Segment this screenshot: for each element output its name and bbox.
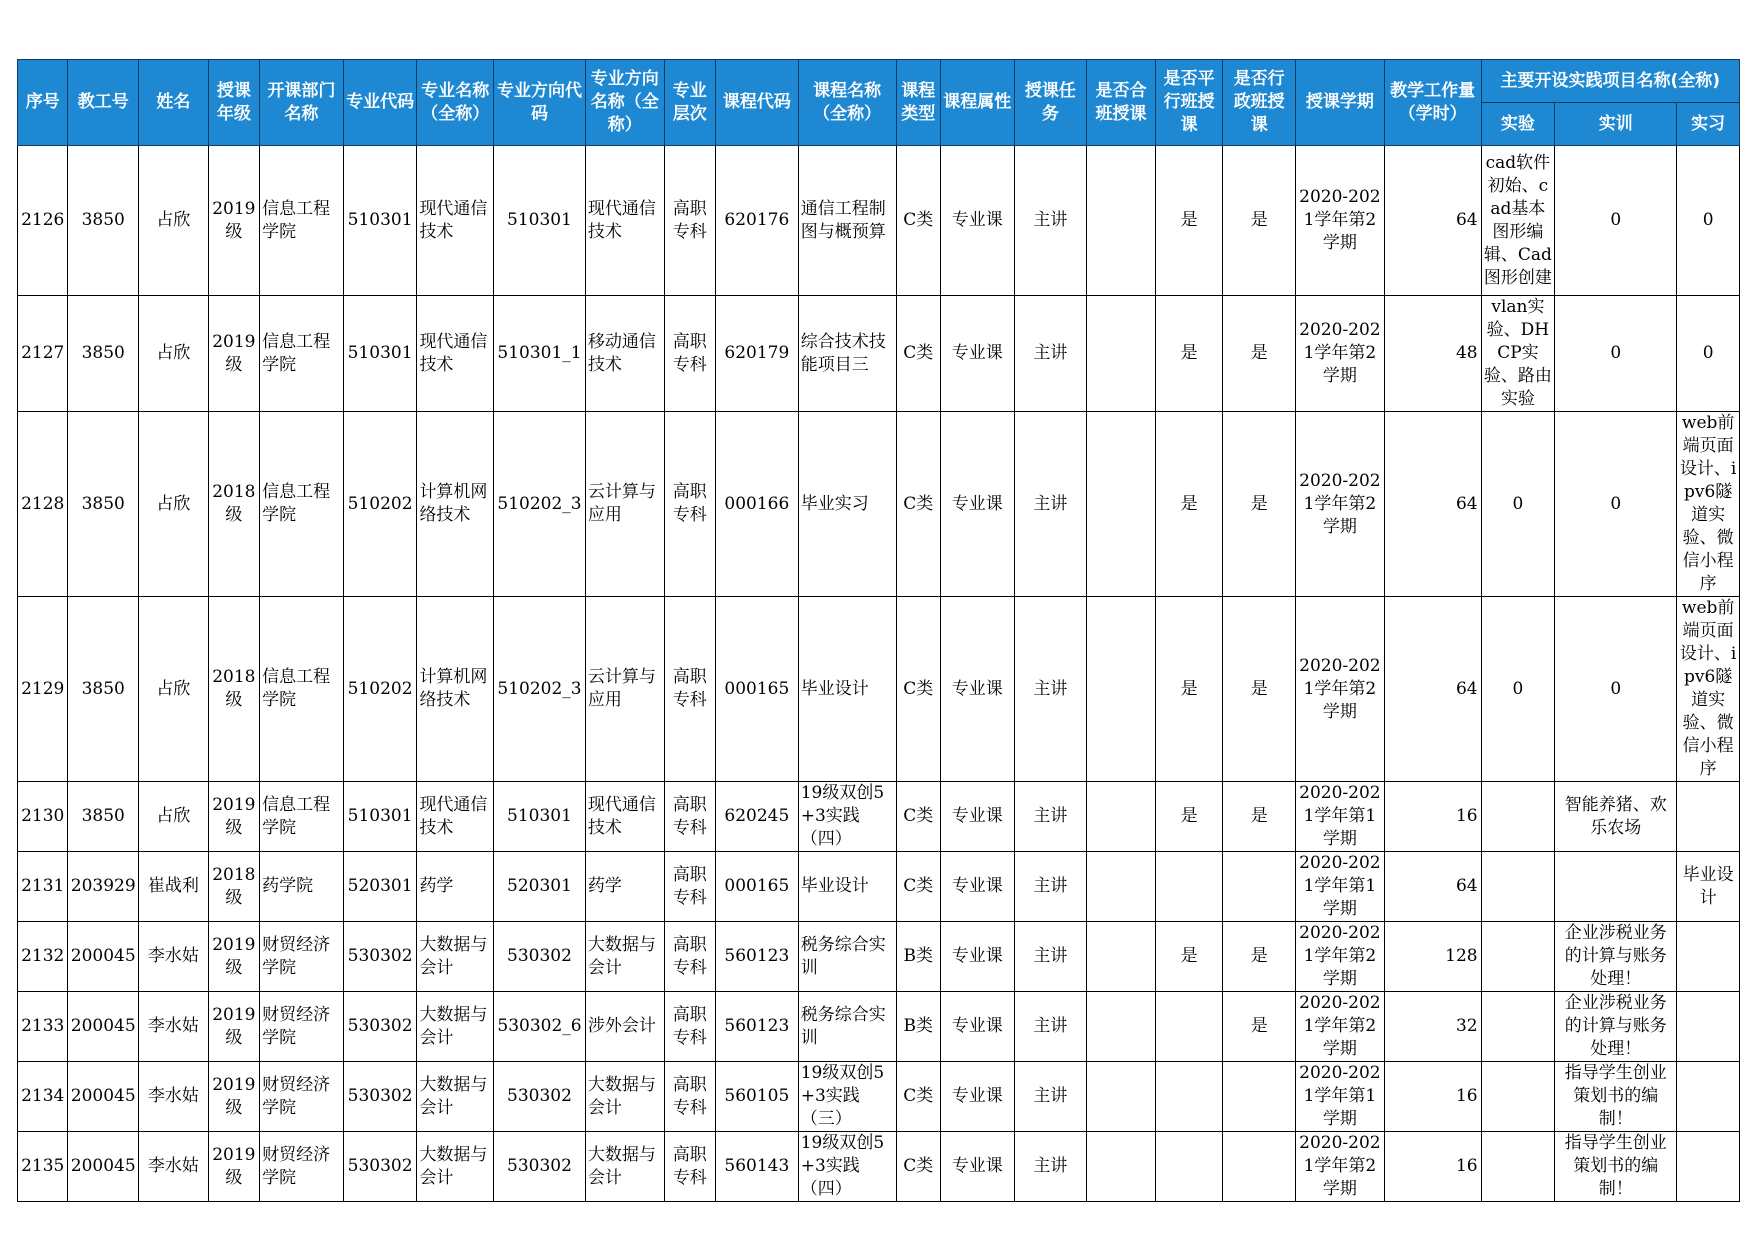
cell-task: 主讲: [1014, 1062, 1087, 1132]
cell-train: 智能养猪、欢乐农场: [1555, 782, 1677, 852]
cell-admin: 是: [1223, 296, 1296, 412]
cell-id: 203929: [68, 852, 139, 922]
cell-course: 通信工程制图与概预算: [798, 146, 896, 296]
cell-attr: 专业课: [940, 296, 1014, 412]
cell-term: 2020-2021学年第1学期: [1296, 782, 1385, 852]
cell-merged: [1087, 782, 1156, 852]
cell-level: 高职专科: [664, 1062, 715, 1132]
cell-hours: 32: [1384, 992, 1481, 1062]
col-header: 课程类型: [896, 60, 940, 146]
cell-id: 3850: [68, 597, 139, 782]
col-header: 开课部门名称: [260, 60, 344, 146]
cell-course: 税务综合实训: [798, 922, 896, 992]
cell-intern: 毕业设计: [1677, 852, 1740, 922]
cell-dir-code: 520301: [494, 852, 586, 922]
cell-major: 计算机网络技术: [417, 412, 494, 597]
cell-parallel: 是: [1155, 922, 1223, 992]
cell-train: 指导学生创业策划书的编制！: [1555, 1062, 1677, 1132]
cell-seq: 2128: [18, 412, 68, 597]
cell-attr: 专业课: [940, 146, 1014, 296]
cell-type: C类: [896, 1132, 940, 1202]
cell-seq: 2129: [18, 597, 68, 782]
cell-dept: 信息工程学院: [260, 296, 344, 412]
table-row: [18, 852, 1740, 922]
cell-merged: [1087, 296, 1156, 412]
col-header: 课程代码: [716, 60, 799, 146]
cell-dir: 现代通信技术: [585, 782, 664, 852]
table-row: [18, 412, 1740, 597]
cell-attr: 专业课: [940, 1132, 1014, 1202]
cell-major-code: 510202: [343, 412, 417, 597]
cell-major: 大数据与会计: [417, 1132, 494, 1202]
cell-admin: 是: [1223, 412, 1296, 597]
cell-attr: 专业课: [940, 1062, 1014, 1132]
cell-dept: 药学院: [260, 852, 344, 922]
cell-course: 综合技术技能项目三: [798, 296, 896, 412]
cell-dir: 移动通信技术: [585, 296, 664, 412]
cell-course: 19级双创5+3实践（四）: [798, 1132, 896, 1202]
cell-course-code: 560105: [716, 1062, 799, 1132]
cell-seq: 2135: [18, 1132, 68, 1202]
cell-major: 大数据与会计: [417, 992, 494, 1062]
practice-group-header: 主要开设实践项目名称(全称): [1481, 60, 1739, 103]
cell-name: 占欣: [139, 412, 209, 597]
cell-major: 药学: [417, 852, 494, 922]
cell-dir: 涉外会计: [585, 992, 664, 1062]
cell-parallel: 是: [1155, 146, 1223, 296]
col-header: 授课任务: [1014, 60, 1087, 146]
cell-hours: 16: [1384, 782, 1481, 852]
table-row: [18, 1132, 1740, 1202]
table-row: [18, 146, 1740, 296]
cell-exp: cad软件初始、cad基本图形编辑、Cad图形创建: [1481, 146, 1555, 296]
cell-course-code: 560143: [716, 1132, 799, 1202]
cell-id: 200045: [68, 992, 139, 1062]
cell-grade: 2019级: [208, 782, 259, 852]
cell-course-code: 000166: [716, 412, 799, 597]
cell-task: 主讲: [1014, 412, 1087, 597]
table-row: [18, 782, 1740, 852]
cell-id: 3850: [68, 782, 139, 852]
cell-id: 200045: [68, 922, 139, 992]
col-header: 课程名称（全称）: [798, 60, 896, 146]
col-header: 是否合班授课: [1087, 60, 1156, 146]
cell-type: B类: [896, 922, 940, 992]
cell-dept: 信息工程学院: [260, 412, 344, 597]
cell-course-code: 560123: [716, 992, 799, 1062]
cell-exp: [1481, 852, 1555, 922]
col-header: 姓名: [139, 60, 209, 146]
cell-intern: [1677, 922, 1740, 992]
cell-name: 占欣: [139, 782, 209, 852]
cell-level: 高职专科: [664, 412, 715, 597]
cell-major: 现代通信技术: [417, 296, 494, 412]
cell-course: 19级双创5+3实践（四）: [798, 782, 896, 852]
cell-task: 主讲: [1014, 992, 1087, 1062]
cell-type: C类: [896, 1062, 940, 1132]
cell-seq: 2127: [18, 296, 68, 412]
cell-term: 2020-2021学年第2学期: [1296, 296, 1385, 412]
cell-dir: 云计算与应用: [585, 597, 664, 782]
cell-major: 现代通信技术: [417, 146, 494, 296]
cell-major-code: 530302: [343, 1132, 417, 1202]
cell-dir-code: 510202_3: [494, 412, 586, 597]
cell-grade: 2019级: [208, 146, 259, 296]
cell-dir-code: 530302: [494, 922, 586, 992]
cell-intern: 0: [1677, 296, 1740, 412]
col-header: 专业代码: [343, 60, 417, 146]
cell-train: [1555, 852, 1677, 922]
cell-type: C类: [896, 146, 940, 296]
cell-attr: 专业课: [940, 922, 1014, 992]
cell-term: 2020-2021学年第2学期: [1296, 597, 1385, 782]
cell-hours: 64: [1384, 852, 1481, 922]
cell-name: 占欣: [139, 146, 209, 296]
col-header: 专业方向代码: [494, 60, 586, 146]
cell-course-code: 620176: [716, 146, 799, 296]
cell-name: 李水姑: [139, 922, 209, 992]
cell-merged: [1087, 412, 1156, 597]
cell-major-code: 510301: [343, 146, 417, 296]
cell-admin: 是: [1223, 597, 1296, 782]
cell-train: 0: [1555, 146, 1677, 296]
cell-merged: [1087, 852, 1156, 922]
cell-parallel: [1155, 852, 1223, 922]
col-header: 教工号: [68, 60, 139, 146]
cell-train: 企业涉税业务的计算与账务处理！: [1555, 992, 1677, 1062]
cell-merged: [1087, 922, 1156, 992]
cell-hours: 64: [1384, 597, 1481, 782]
cell-id: 3850: [68, 296, 139, 412]
cell-term: 2020-2021学年第2学期: [1296, 922, 1385, 992]
table-row: [18, 296, 1740, 412]
cell-dept: 财贸经济学院: [260, 1062, 344, 1132]
cell-major-code: 530302: [343, 992, 417, 1062]
table-header: [18, 60, 1740, 146]
cell-admin: 是: [1223, 922, 1296, 992]
cell-dir: 大数据与会计: [585, 1062, 664, 1132]
cell-type: C类: [896, 852, 940, 922]
cell-seq: 2133: [18, 992, 68, 1062]
cell-intern: [1677, 992, 1740, 1062]
cell-major: 大数据与会计: [417, 922, 494, 992]
cell-merged: [1087, 992, 1156, 1062]
cell-grade: 2018级: [208, 412, 259, 597]
cell-type: C类: [896, 782, 940, 852]
cell-dir-code: 530302: [494, 1132, 586, 1202]
cell-exp: 0: [1481, 412, 1555, 597]
cell-admin: 是: [1223, 146, 1296, 296]
col-header: 专业名称（全称）: [417, 60, 494, 146]
cell-major: 大数据与会计: [417, 1062, 494, 1132]
cell-admin: [1223, 852, 1296, 922]
cell-exp: [1481, 1132, 1555, 1202]
cell-exp: [1481, 922, 1555, 992]
cell-major-code: 530302: [343, 1062, 417, 1132]
cell-intern: [1677, 782, 1740, 852]
cell-hours: 16: [1384, 1132, 1481, 1202]
cell-term: 2020-2021学年第2学期: [1296, 1132, 1385, 1202]
cell-train: 0: [1555, 296, 1677, 412]
col-header: 授课年级: [208, 60, 259, 146]
cell-course-code: 620245: [716, 782, 799, 852]
cell-intern: web前端页面设计、ipv6隧道实验、微信小程序: [1677, 412, 1740, 597]
cell-parallel: 是: [1155, 782, 1223, 852]
cell-admin: [1223, 1132, 1296, 1202]
cell-level: 高职专科: [664, 782, 715, 852]
cell-course: 毕业实习: [798, 412, 896, 597]
cell-type: C类: [896, 296, 940, 412]
cell-name: 李水姑: [139, 1132, 209, 1202]
cell-dir-code: 510202_3: [494, 597, 586, 782]
cell-major: 计算机网络技术: [417, 597, 494, 782]
cell-name: 占欣: [139, 597, 209, 782]
cell-exp: [1481, 992, 1555, 1062]
cell-name: 李水姑: [139, 1062, 209, 1132]
cell-dir-code: 530302_6: [494, 992, 586, 1062]
cell-admin: 是: [1223, 782, 1296, 852]
cell-attr: 专业课: [940, 597, 1014, 782]
cell-term: 2020-2021学年第1学期: [1296, 1062, 1385, 1132]
cell-merged: [1087, 1062, 1156, 1132]
col-header: 专业层次: [664, 60, 715, 146]
cell-parallel: [1155, 992, 1223, 1062]
cell-hours: 48: [1384, 296, 1481, 412]
cell-dir: 药学: [585, 852, 664, 922]
cell-grade: 2018级: [208, 852, 259, 922]
cell-dept: 信息工程学院: [260, 146, 344, 296]
col-header: 专业方向名称（全称）: [585, 60, 664, 146]
cell-course: 毕业设计: [798, 852, 896, 922]
cell-id: 200045: [68, 1062, 139, 1132]
cell-seq: 2134: [18, 1062, 68, 1132]
cell-train: 0: [1555, 597, 1677, 782]
cell-grade: 2019级: [208, 1062, 259, 1132]
cell-dept: 财贸经济学院: [260, 922, 344, 992]
cell-seq: 2131: [18, 852, 68, 922]
cell-type: B类: [896, 992, 940, 1062]
cell-term: 2020-2021学年第2学期: [1296, 992, 1385, 1062]
cell-dir: 云计算与应用: [585, 412, 664, 597]
table-row: [18, 1062, 1740, 1132]
cell-dir: 现代通信技术: [585, 146, 664, 296]
cell-dir-code: 510301: [494, 146, 586, 296]
col-header: 是否平行班授课: [1155, 60, 1223, 146]
cell-major-code: 510202: [343, 597, 417, 782]
cell-dept: 财贸经济学院: [260, 992, 344, 1062]
cell-dir-code: 530302: [494, 1062, 586, 1132]
col-header: 序号: [18, 60, 68, 146]
cell-major-code: 520301: [343, 852, 417, 922]
cell-course-code: 620179: [716, 296, 799, 412]
cell-major: 现代通信技术: [417, 782, 494, 852]
cell-course: 19级双创5+3实践（三）: [798, 1062, 896, 1132]
cell-seq: 2130: [18, 782, 68, 852]
cell-merged: [1087, 1132, 1156, 1202]
table-row: [18, 922, 1740, 992]
cell-level: 高职专科: [664, 992, 715, 1062]
cell-merged: [1087, 597, 1156, 782]
cell-train: 企业涉税业务的计算与账务处理！: [1555, 922, 1677, 992]
cell-task: 主讲: [1014, 146, 1087, 296]
cell-attr: 专业课: [940, 992, 1014, 1062]
cell-id: 200045: [68, 1132, 139, 1202]
cell-dir-code: 510301_1: [494, 296, 586, 412]
cell-merged: [1087, 146, 1156, 296]
cell-type: C类: [896, 597, 940, 782]
cell-term: 2020-2021学年第2学期: [1296, 412, 1385, 597]
cell-attr: 专业课: [940, 412, 1014, 597]
cell-exp: [1481, 782, 1555, 852]
cell-attr: 专业课: [940, 852, 1014, 922]
cell-term: 2020-2021学年第1学期: [1296, 852, 1385, 922]
cell-train: 指导学生创业策划书的编制！: [1555, 1132, 1677, 1202]
cell-type: C类: [896, 412, 940, 597]
cell-id: 3850: [68, 146, 139, 296]
cell-seq: 2132: [18, 922, 68, 992]
cell-task: 主讲: [1014, 1132, 1087, 1202]
cell-intern: [1677, 1132, 1740, 1202]
cell-level: 高职专科: [664, 597, 715, 782]
cell-exp: 0: [1481, 597, 1555, 782]
cell-level: 高职专科: [664, 922, 715, 992]
cell-name: 崔战利: [139, 852, 209, 922]
teaching-workload-table: [17, 59, 1740, 1202]
cell-admin: 是: [1223, 992, 1296, 1062]
cell-exp: vlan实验、DHCP实验、路由实验: [1481, 296, 1555, 412]
col-header: 授课学期: [1296, 60, 1385, 146]
cell-course-code: 000165: [716, 597, 799, 782]
cell-major-code: 510301: [343, 296, 417, 412]
cell-intern: 0: [1677, 146, 1740, 296]
cell-parallel: [1155, 1132, 1223, 1202]
cell-grade: 2019级: [208, 1132, 259, 1202]
cell-dept: 财贸经济学院: [260, 1132, 344, 1202]
cell-admin: [1223, 1062, 1296, 1132]
cell-parallel: 是: [1155, 597, 1223, 782]
cell-level: 高职专科: [664, 1132, 715, 1202]
cell-dir: 大数据与会计: [585, 922, 664, 992]
col-header-experiment: 实验: [1481, 103, 1555, 146]
cell-task: 主讲: [1014, 597, 1087, 782]
cell-term: 2020-2021学年第2学期: [1296, 146, 1385, 296]
col-header: 课程属性: [940, 60, 1014, 146]
cell-intern: web前端页面设计、ipv6隧道实验、微信小程序: [1677, 597, 1740, 782]
cell-hours: 128: [1384, 922, 1481, 992]
cell-major-code: 510301: [343, 782, 417, 852]
cell-task: 主讲: [1014, 296, 1087, 412]
cell-hours: 64: [1384, 412, 1481, 597]
cell-parallel: 是: [1155, 412, 1223, 597]
cell-task: 主讲: [1014, 782, 1087, 852]
cell-course: 毕业设计: [798, 597, 896, 782]
cell-grade: 2019级: [208, 922, 259, 992]
col-header-internship: 实习: [1677, 103, 1740, 146]
cell-exp: [1481, 1062, 1555, 1132]
cell-dept: 信息工程学院: [260, 782, 344, 852]
col-header-training: 实训: [1555, 103, 1677, 146]
cell-train: 0: [1555, 412, 1677, 597]
cell-hours: 16: [1384, 1062, 1481, 1132]
cell-intern: [1677, 1062, 1740, 1132]
table-body: [18, 146, 1740, 1202]
cell-dir: 大数据与会计: [585, 1132, 664, 1202]
cell-hours: 64: [1384, 146, 1481, 296]
col-header: 是否行政班授课: [1223, 60, 1296, 146]
cell-dir-code: 510301: [494, 782, 586, 852]
cell-grade: 2018级: [208, 597, 259, 782]
cell-level: 高职专科: [664, 852, 715, 922]
cell-level: 高职专科: [664, 146, 715, 296]
cell-attr: 专业课: [940, 782, 1014, 852]
cell-course-code: 560123: [716, 922, 799, 992]
cell-name: 占欣: [139, 296, 209, 412]
cell-course: 税务综合实训: [798, 992, 896, 1062]
col-header: 教学工作量（学时）: [1384, 60, 1481, 146]
cell-grade: 2019级: [208, 296, 259, 412]
cell-course-code: 000165: [716, 852, 799, 922]
cell-seq: 2126: [18, 146, 68, 296]
cell-dept: 信息工程学院: [260, 597, 344, 782]
cell-major-code: 530302: [343, 922, 417, 992]
cell-parallel: [1155, 1062, 1223, 1132]
cell-task: 主讲: [1014, 852, 1087, 922]
cell-grade: 2019级: [208, 992, 259, 1062]
cell-id: 3850: [68, 412, 139, 597]
table-row: [18, 597, 1740, 782]
table-row: [18, 992, 1740, 1062]
cell-parallel: 是: [1155, 296, 1223, 412]
cell-level: 高职专科: [664, 296, 715, 412]
cell-name: 李水姑: [139, 992, 209, 1062]
cell-task: 主讲: [1014, 922, 1087, 992]
